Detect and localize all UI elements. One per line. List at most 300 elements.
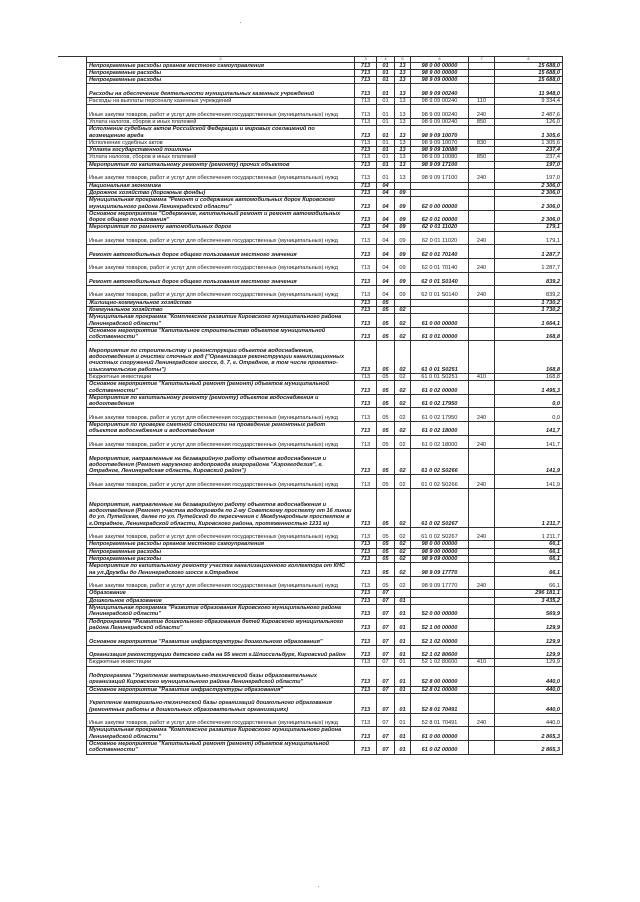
table-row	[87, 597, 563, 604]
row-pr: 01	[395, 659, 411, 666]
row-rz: 05	[377, 381, 395, 395]
row-amount: 2 306,0	[495, 189, 563, 196]
row-name: Иные закупки товаров, работ и услуг для обеспечения государственных (муниципальных) нужд	[87, 258, 355, 272]
row-pr: 01	[395, 686, 411, 693]
row-rz: 05	[377, 449, 395, 475]
row-target-code: 62 0 01 S0140	[411, 272, 469, 286]
table-row	[87, 210, 563, 224]
row-gr: 713	[355, 314, 377, 328]
table-row	[87, 541, 563, 548]
row-name: Мероприятия по строительству и реконструкции объектов водоснабжения, водоотведения и очистки сточных вод ("Организация реконструкции канализационных очистных сооружений Ленинградское шоссе, д. 7, г. Отрадное, в том числе проектно-изыскательские работы")	[87, 341, 355, 374]
row-rz: 05	[377, 394, 395, 408]
row-expense-type: 410	[469, 659, 495, 666]
row-rz: 04	[377, 272, 395, 286]
row-rz: 05	[377, 373, 395, 380]
row-expense-type	[469, 341, 495, 374]
row-pr: 09	[395, 210, 411, 224]
table-row	[87, 576, 563, 590]
row-pr: 01	[395, 713, 411, 727]
row-gr: 713	[355, 373, 377, 380]
row-target-code: 61 0 01 00000	[411, 327, 469, 341]
row-name: Основное мероприятие "Содержание, капитальный ремонт и ремонт автомобильных дорог общего пользования"	[87, 210, 355, 224]
table-row	[87, 590, 563, 597]
row-pr: 02	[395, 306, 411, 313]
row-amount: 237,4	[495, 147, 563, 154]
row-pr: 01	[395, 605, 411, 619]
row-pr: 13	[395, 169, 411, 183]
row-gr: 713	[355, 590, 377, 597]
row-pr: 13	[395, 77, 411, 84]
table-row	[87, 475, 563, 489]
row-gr: 713	[355, 341, 377, 374]
row-rz: 01	[377, 147, 395, 154]
table-row	[87, 69, 563, 76]
row-gr: 713	[355, 126, 377, 140]
row-pr: 02	[395, 373, 411, 380]
row-expense-type	[469, 245, 495, 259]
row-target-code: 98 9 09 00240	[411, 105, 469, 119]
row-amount: 129,9	[495, 659, 563, 666]
row-amount: 66,1	[495, 563, 563, 577]
row-expense-type	[469, 632, 495, 646]
row-rz: 05	[377, 435, 395, 449]
row-gr: 713	[355, 98, 377, 105]
row-name: Иные закупки товаров, работ и услуг для обеспечения государственных (муниципальных) нужд	[87, 286, 355, 300]
row-amount: 2 487,6	[495, 105, 563, 119]
row-pr: 09	[395, 245, 411, 259]
row-pr: 01	[395, 693, 411, 713]
row-amount: 168,8	[495, 341, 563, 374]
row-gr: 713	[355, 224, 377, 231]
row-expense-type: 240	[469, 169, 495, 183]
table-row	[87, 327, 563, 341]
row-amount: 168,8	[495, 373, 563, 380]
row-amount: 2 865,3	[495, 727, 563, 741]
row-target-code: 61 0 02 S0267	[411, 489, 469, 528]
row-rz: 07	[377, 590, 395, 597]
row-gr: 713	[355, 381, 377, 395]
row-amount: 9 334,4	[495, 98, 563, 105]
column-number: 2	[87, 57, 355, 63]
row-name: Мероприятия по проверке сметной стоимости на проведение ремонтных работ объектов водоснабжения и водоотведения	[87, 422, 355, 436]
row-amount: 1 664,1	[495, 314, 563, 328]
table-row	[87, 713, 563, 727]
row-expense-type	[469, 299, 495, 306]
row-target-code: 98 9 09 10080	[411, 154, 469, 161]
row-rz: 07	[377, 693, 395, 713]
row-name: Иные закупки товаров, работ и услуг для обеспечения государственных (муниципальных) нужд	[87, 105, 355, 119]
row-name: Мероприятия, направленные на безаварийную работу объектов водоснабжения и водоотведения (Ремонт наружного водопровода микрорайона "Аэрогеодезия", г. Отрадное, Ленинградская область, Кировский район")	[87, 449, 355, 475]
row-gr: 713	[355, 182, 377, 189]
row-pr: 02	[395, 435, 411, 449]
row-name: Основное мероприятие "Развитие инфраструктуры дошкольного образования"	[87, 632, 355, 646]
row-target-code: 62 0 01 70140	[411, 245, 469, 259]
row-target-code: 61 0 02 S0266	[411, 475, 469, 489]
row-expense-type	[469, 314, 495, 328]
row-amount: 2 306,0	[495, 197, 563, 211]
table-row	[87, 645, 563, 659]
row-gr: 713	[355, 408, 377, 422]
row-target-code: 98 0 00 00000	[411, 62, 469, 69]
row-target-code: 98 9 09 00240	[411, 98, 469, 105]
row-target-code: 62 0 01 11020	[411, 231, 469, 245]
row-gr: 713	[355, 666, 377, 686]
row-target-code	[411, 597, 469, 604]
column-number: 3	[355, 57, 377, 63]
row-expense-type	[469, 489, 495, 528]
row-name: Непрограммные расходы	[87, 69, 355, 76]
row-pr: 02	[395, 556, 411, 563]
row-pr: 13	[395, 126, 411, 140]
row-expense-type: 410	[469, 373, 495, 380]
row-pr	[395, 590, 411, 597]
row-rz: 07	[377, 727, 395, 741]
row-target-code: 98 0 00 00000	[411, 541, 469, 548]
row-amount: 440,0	[495, 713, 563, 727]
row-gr: 713	[355, 105, 377, 119]
row-target-code: 61 0 02 18000	[411, 422, 469, 436]
row-name: Муниципальная программа "Развитие образования Кировского муниципального района Ленинградской области"	[87, 605, 355, 619]
row-amount: 1 730,2	[495, 306, 563, 313]
row-amount: 1 495,3	[495, 381, 563, 395]
row-expense-type	[469, 189, 495, 196]
row-gr: 713	[355, 727, 377, 741]
row-name: Ремонт автомобильных дорог общего пользования местного значения	[87, 272, 355, 286]
row-gr: 713	[355, 556, 377, 563]
row-gr: 713	[355, 618, 377, 632]
row-rz: 04	[377, 189, 395, 196]
row-name: Непрограммные расходы органов местного самоуправления	[87, 541, 355, 548]
row-target-code: 98 9 09 17100	[411, 161, 469, 168]
table-row	[87, 693, 563, 713]
row-amount: 141,9	[495, 475, 563, 489]
row-pr: 01	[395, 597, 411, 604]
row-gr: 713	[355, 605, 377, 619]
row-rz: 05	[377, 556, 395, 563]
row-expense-type: 240	[469, 527, 495, 541]
row-rz: 07	[377, 597, 395, 604]
row-name: Мероприятия, направленные на безаварийную работу объектов водоснабжения и водоотведения (Ремонт участка водопровода по 2-му Советскому проспекту от 16 линии до ул. Путейская, далее по ул. Путейской до пересечения с Международным проспектом в г.Отрадное, Ленинградской области, Кировского района, протяженностью 1231 м)	[87, 489, 355, 528]
table-row	[87, 98, 563, 105]
row-name: Иные закупки товаров, работ и услуг для обеспечения государственных (муниципальных) нужд	[87, 435, 355, 449]
row-expense-type	[469, 563, 495, 577]
row-amount: 1 287,7	[495, 258, 563, 272]
row-name: Иные закупки товаров, работ и услуг для обеспечения государственных (муниципальных) нужд	[87, 169, 355, 183]
row-name: Национальная экономика	[87, 182, 355, 189]
table-row	[87, 422, 563, 436]
row-pr: 02	[395, 394, 411, 408]
column-number: 4	[377, 57, 395, 63]
table-row	[87, 224, 563, 231]
row-pr: 02	[395, 327, 411, 341]
row-pr: 13	[395, 139, 411, 146]
row-target-code: 61 0 02 17950	[411, 408, 469, 422]
row-rz: 05	[377, 489, 395, 528]
row-rz: 04	[377, 182, 395, 189]
row-target-code: 98 9 00 00000	[411, 548, 469, 555]
row-expense-type	[469, 605, 495, 619]
row-gr: 713	[355, 272, 377, 286]
row-amount: 569,9	[495, 605, 563, 619]
row-name: Исполнение судебных актов	[87, 139, 355, 146]
row-amount: 237,4	[495, 154, 563, 161]
table-row	[87, 189, 563, 196]
row-amount: 440,0	[495, 686, 563, 693]
row-amount: 1 211,7	[495, 527, 563, 541]
row-expense-type: 830	[469, 139, 495, 146]
row-gr: 713	[355, 197, 377, 211]
table-row	[87, 299, 563, 306]
row-gr: 713	[355, 84, 377, 98]
table-row	[87, 489, 563, 528]
row-name: Подпрограмма "Развитие дошкольного образования детей Кировского муниципального района Ленинградской области"	[87, 618, 355, 632]
row-gr: 713	[355, 449, 377, 475]
row-rz: 05	[377, 314, 395, 328]
row-name: Непрограммные расходы	[87, 548, 355, 555]
budget-table	[86, 56, 563, 755]
row-amount: 179,1	[495, 224, 563, 231]
row-expense-type: 240	[469, 576, 495, 590]
table-row	[87, 126, 563, 140]
table-row	[87, 139, 563, 146]
row-pr: 09	[395, 231, 411, 245]
row-pr: 02	[395, 541, 411, 548]
row-expense-type: 240	[469, 435, 495, 449]
row-rz: 04	[377, 258, 395, 272]
table-row	[87, 161, 563, 168]
row-pr: 13	[395, 147, 411, 154]
row-target-code: 52 8 01 70491	[411, 713, 469, 727]
row-expense-type	[469, 224, 495, 231]
row-expense-type	[469, 197, 495, 211]
row-amount: 839,2	[495, 286, 563, 300]
row-amount: 2 865,3	[495, 741, 563, 755]
row-expense-type: 240	[469, 231, 495, 245]
row-rz: 05	[377, 475, 395, 489]
row-pr: 13	[395, 69, 411, 76]
row-amount: 3 435,2	[495, 597, 563, 604]
row-expense-type	[469, 449, 495, 475]
row-gr: 713	[355, 489, 377, 528]
row-amount: 839,2	[495, 272, 563, 286]
row-expense-type	[469, 84, 495, 98]
row-pr	[395, 299, 411, 306]
row-expense-type	[469, 556, 495, 563]
row-gr: 713	[355, 659, 377, 666]
row-rz: 05	[377, 327, 395, 341]
row-expense-type	[469, 597, 495, 604]
row-gr: 713	[355, 576, 377, 590]
row-target-code: 98 9 09 10070	[411, 126, 469, 140]
row-name: Иные закупки товаров, работ и услуг для обеспечения государственных (муниципальных) нужд	[87, 576, 355, 590]
row-expense-type: 850	[469, 154, 495, 161]
row-amount: 66,1	[495, 576, 563, 590]
row-name: Ремонт автомобильных дорог общего пользования местного значения	[87, 245, 355, 259]
row-rz: 05	[377, 527, 395, 541]
row-name: Непрограммные расходы	[87, 77, 355, 84]
row-rz: 05	[377, 563, 395, 577]
row-target-code: 98 9 09 10070	[411, 139, 469, 146]
row-rz: 05	[377, 341, 395, 374]
row-amount: 141,9	[495, 449, 563, 475]
row-pr: 02	[395, 422, 411, 436]
row-amount: 141,7	[495, 422, 563, 436]
row-amount: 15 688,0	[495, 62, 563, 69]
row-amount: 440,0	[495, 666, 563, 686]
row-pr: 13	[395, 62, 411, 69]
row-expense-type	[469, 161, 495, 168]
row-pr: 13	[395, 98, 411, 105]
row-target-code: 98 9 09 00240	[411, 118, 469, 125]
row-target-code	[411, 299, 469, 306]
row-pr	[395, 182, 411, 189]
table-row	[87, 231, 563, 245]
table-row	[87, 154, 563, 161]
row-rz: 01	[377, 169, 395, 183]
row-pr: 02	[395, 408, 411, 422]
row-target-code: 98 9 09 17100	[411, 169, 469, 183]
row-pr: 01	[395, 645, 411, 659]
row-name: Уплата налогов, сборов и иных платежей	[87, 154, 355, 161]
row-target-code: 98 9 09 17770	[411, 563, 469, 577]
table-row	[87, 286, 563, 300]
row-expense-type	[469, 77, 495, 84]
row-expense-type	[469, 422, 495, 436]
row-name: Муниципальная программа "Комплексное развитие Кировского муниципального района Ленинградской области"	[87, 314, 355, 328]
table-row	[87, 341, 563, 374]
row-expense-type	[469, 62, 495, 69]
row-expense-type	[469, 645, 495, 659]
row-expense-type: 240	[469, 713, 495, 727]
row-expense-type	[469, 394, 495, 408]
row-amount: 2 306,0	[495, 182, 563, 189]
row-rz: 01	[377, 105, 395, 119]
table-row	[87, 727, 563, 741]
row-gr: 713	[355, 713, 377, 727]
row-name: Иные закупки товаров, работ и услуг для обеспечения государственных (муниципальных) нужд	[87, 408, 355, 422]
row-name: Основное мероприятие "Капитальный ремонт (ремонт) объектов муниципальной собственности"	[87, 381, 355, 395]
row-target-code: 61 0 00 00000	[411, 727, 469, 741]
table-row	[87, 741, 563, 755]
row-pr: 01	[395, 741, 411, 755]
row-target-code: 98 9 09 17770	[411, 576, 469, 590]
row-name: Коммунальное хозяйство	[87, 306, 355, 313]
row-target-code: 61 0 00 00000	[411, 314, 469, 328]
row-pr: 02	[395, 563, 411, 577]
row-rz: 01	[377, 98, 395, 105]
row-target-code: 61 0 02 S0267	[411, 527, 469, 541]
row-pr: 02	[395, 381, 411, 395]
row-rz: 05	[377, 422, 395, 436]
row-gr: 713	[355, 527, 377, 541]
row-amount: 129,9	[495, 632, 563, 646]
table-row	[87, 147, 563, 154]
budget-table-body	[87, 57, 563, 755]
row-target-code: 98 9 09 00000	[411, 556, 469, 563]
row-gr: 713	[355, 548, 377, 555]
row-name: Основное мероприятие "Капитальное строительство объектов муниципальной собственности"	[87, 327, 355, 341]
row-pr: 13	[395, 105, 411, 119]
row-gr: 713	[355, 741, 377, 755]
row-rz: 05	[377, 576, 395, 590]
row-target-code: 52 1 02 00000	[411, 632, 469, 646]
row-target-code: 52 8 01 00000	[411, 686, 469, 693]
row-gr: 713	[355, 693, 377, 713]
row-gr: 713	[355, 563, 377, 577]
row-rz: 07	[377, 686, 395, 693]
row-rz: 07	[377, 659, 395, 666]
table-row	[87, 169, 563, 183]
row-target-code	[411, 189, 469, 196]
row-name: Непрограммные расходы органов местного самоуправления	[87, 62, 355, 69]
row-target-code: 62 0 00 00000	[411, 197, 469, 211]
row-gr: 713	[355, 231, 377, 245]
table-row	[87, 306, 563, 313]
row-target-code: 61 0 01 S0251	[411, 341, 469, 374]
left-margin-header	[58, 56, 86, 61]
row-name: Иные закупки товаров, работ и услуг для обеспечения государственных (муниципальных) нужд	[87, 475, 355, 489]
row-amount: 126,0	[495, 118, 563, 125]
row-expense-type: 850	[469, 118, 495, 125]
row-gr: 713	[355, 632, 377, 646]
row-target-code: 52 8 00 00000	[411, 666, 469, 686]
row-name: Иные закупки товаров, работ и услуг для обеспечения государственных (муниципальных) нужд	[87, 527, 355, 541]
table-row	[87, 556, 563, 563]
scan-speck	[318, 886, 319, 887]
row-amount: 440,0	[495, 693, 563, 713]
row-name: Уплата государственной пошлины	[87, 147, 355, 154]
row-gr: 713	[355, 422, 377, 436]
row-rz: 04	[377, 231, 395, 245]
row-expense-type	[469, 686, 495, 693]
row-name: Мероприятия по ремонту автомобильных дорог	[87, 224, 355, 231]
row-name: Организация реконструкции детского сада на 55 мест г.Шлиссельбург, Кировский район	[87, 645, 355, 659]
row-name: Образование	[87, 590, 355, 597]
row-name: Иные закупки товаров, работ и услуг для обеспечения государственных (муниципальных) нужд	[87, 231, 355, 245]
table-row	[87, 197, 563, 211]
row-rz: 04	[377, 224, 395, 231]
row-amount: 15 688,0	[495, 77, 563, 84]
scan-speck	[240, 22, 241, 23]
row-target-code: 52 8 01 70491	[411, 693, 469, 713]
row-gr: 713	[355, 597, 377, 604]
row-rz: 07	[377, 666, 395, 686]
row-target-code: 52 1 00 00000	[411, 618, 469, 632]
row-target-code: 98 9 09 00000	[411, 77, 469, 84]
row-gr: 713	[355, 169, 377, 183]
row-name: Дорожное хозяйство (дорожные фонды)	[87, 189, 355, 196]
row-pr: 02	[395, 475, 411, 489]
row-amount: 1 305,6	[495, 126, 563, 140]
row-pr: 01	[395, 727, 411, 741]
row-name: Укрепление материально-технической базы организаций дошкольного образования (ремонтные работы в дошкольных образовательных организациях)	[87, 693, 355, 713]
row-gr: 713	[355, 306, 377, 313]
row-rz: 05	[377, 541, 395, 548]
table-row	[87, 314, 563, 328]
row-gr: 713	[355, 258, 377, 272]
row-expense-type: 240	[469, 105, 495, 119]
row-gr: 713	[355, 118, 377, 125]
table-row	[87, 548, 563, 555]
table-row	[87, 62, 563, 69]
row-expense-type: 240	[469, 408, 495, 422]
row-expense-type	[469, 590, 495, 597]
row-expense-type	[469, 727, 495, 741]
row-pr: 09	[395, 224, 411, 231]
row-rz: 01	[377, 161, 395, 168]
row-name: Жилищно-коммунальное хозяйство	[87, 299, 355, 306]
column-number: 6	[411, 57, 469, 63]
